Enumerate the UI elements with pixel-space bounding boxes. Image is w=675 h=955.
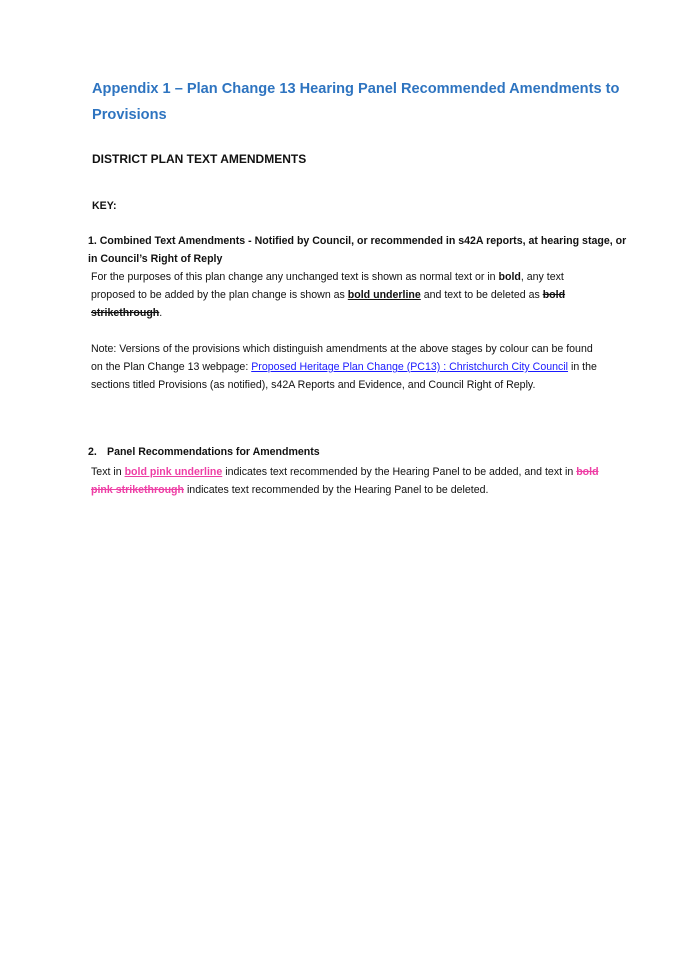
section1-paragraph-line3 — [91, 306, 162, 320]
section1-heading-line2: in Council’s Right of Reply — [88, 253, 223, 265]
text: proposed to be added by the plan change is shown as — [91, 289, 348, 301]
text: . — [159, 307, 163, 319]
pink-strike-sample: bold — [576, 466, 599, 478]
section2-line2 — [91, 483, 488, 497]
text: For the purposes of this plan change any unchanged text is shown as normal text or in — [91, 271, 499, 283]
note-line3: sections titled Provisions (as notified), s42A Reports and Evidence, and Council Right of Reply. — [91, 379, 536, 391]
text: in the — [568, 361, 597, 373]
subtitle: DISTRICT PLAN TEXT AMENDMENTS — [92, 152, 307, 166]
section2-heading: Panel Recommendations for Amendments — [107, 446, 320, 458]
text: indicates text recommended by the Hearing Panel to be deleted. — [184, 484, 489, 496]
section1-heading-line1: 1. Combined Text Amendments - Notified by Council, or recommended in s42A reports, at hearing stage, or — [88, 235, 627, 247]
section2-line1 — [91, 465, 599, 479]
pc13-webpage-link[interactable]: Proposed Heritage Plan Change (PC13) : Christchurch City Council — [251, 361, 569, 373]
bold-strike-sample: strikethrough — [91, 307, 160, 319]
text: Text in — [91, 466, 125, 478]
text: and text to be deleted as — [420, 289, 543, 301]
appendix-title-line2: Provisions — [92, 107, 167, 123]
bold-underline-sample: bold underline — [347, 289, 421, 301]
section1-paragraph-line1 — [91, 270, 564, 284]
bold-sample: bold — [498, 271, 521, 283]
note-line1: Note: Versions of the provisions which distinguish amendments at the above stages by colour can be found — [91, 343, 593, 355]
section2-number: 2. — [88, 446, 97, 458]
pink-underline-sample: bold pink underline — [124, 466, 223, 478]
pink-strike-sample: pink strikethrough — [91, 484, 184, 496]
text: , any text — [520, 271, 564, 283]
section1-paragraph-line2 — [91, 288, 565, 302]
bold-strike-sample: bold — [542, 289, 566, 301]
key-label: KEY: — [92, 200, 117, 212]
appendix-title-line1: Appendix 1 – Plan Change 13 Hearing Panel Recommended Amendments to — [92, 81, 620, 97]
text: on the Plan Change 13 webpage: — [91, 361, 252, 373]
note-line2 — [91, 360, 597, 374]
text: indicates text recommended by the Hearing Panel to be added, and text in — [222, 466, 577, 478]
